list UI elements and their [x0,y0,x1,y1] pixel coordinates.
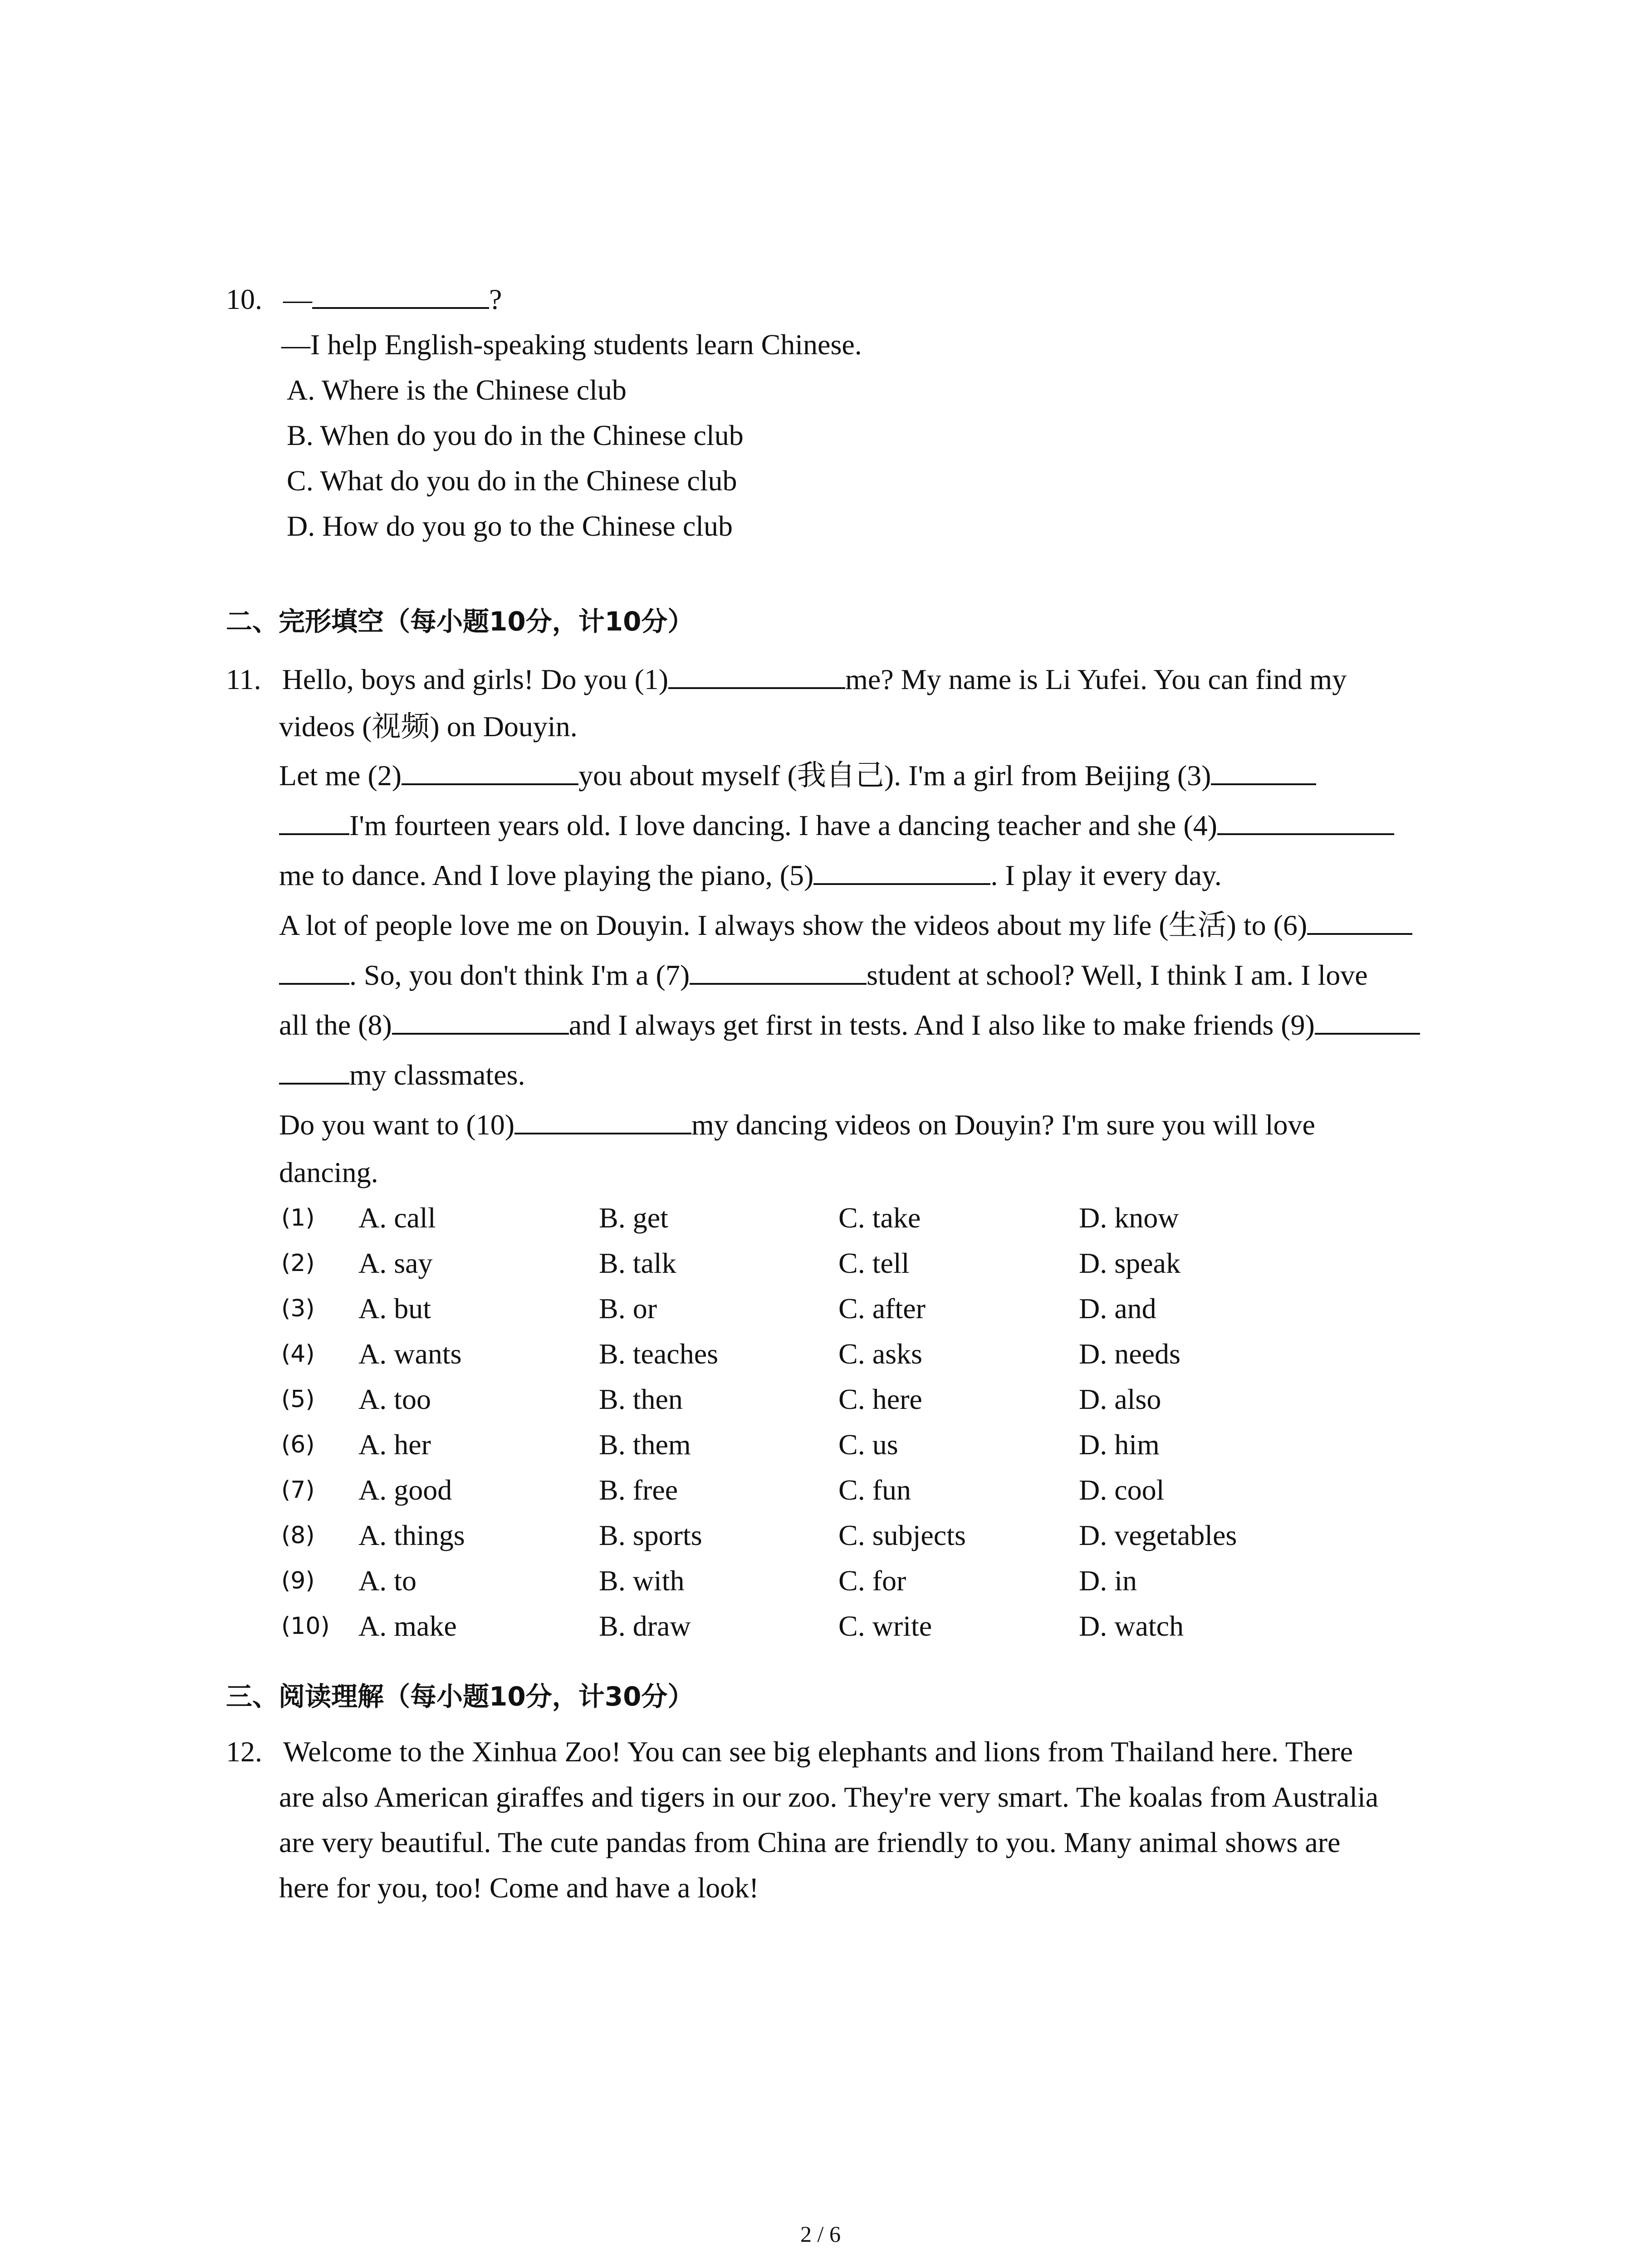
option-number: (8) [281,1522,315,1549]
answer-blank [514,1105,691,1134]
option-a: A. but [358,1292,431,1325]
answer-blank [690,956,867,985]
passage-text: Let me (2) [279,759,402,792]
option-d: D. watch [1079,1610,1184,1642]
q11-line-4 [279,803,1394,848]
option-c: C. here [838,1383,922,1415]
q11-line-3 [279,753,1316,798]
q10-option-a: A. Where is the Chinese club [287,374,627,406]
question-number: 11. [226,663,261,695]
option-d: D. in [1079,1564,1137,1597]
q11-line-1 [226,657,1347,702]
option-c: C. take [838,1202,921,1234]
option-c: C. asks [838,1338,922,1370]
q12-line-4: here for you, too! Come and have a look! [279,1872,759,1904]
option-number: (10) [281,1613,330,1640]
option-b: B. sports [599,1519,702,1551]
option-a: A. things [358,1519,465,1551]
passage-text: me to dance. And I love playing the piano, (5) [279,859,814,891]
option-number: (9) [281,1567,315,1594]
option-a: A. to [358,1564,416,1597]
option-d: D. him [1079,1428,1160,1461]
question-mark: ? [489,283,502,315]
option-b: B. draw [599,1610,691,1642]
passage-text: you about myself (我自己). I'm a girl from Beijing (3) [578,759,1211,792]
option-b: B. teaches [599,1338,718,1370]
option-a: A. say [358,1247,433,1279]
answer-blank [392,1006,569,1035]
answer-blank [279,956,349,985]
passage-text: Do you want to (10) [279,1109,515,1141]
option-c: C. tell [838,1247,910,1279]
option-d: D. vegetables [1079,1519,1237,1551]
answer-blank [402,756,578,785]
option-a: A. her [358,1428,431,1461]
option-a: A. wants [358,1338,462,1370]
passage-text: my classmates. [349,1059,525,1091]
passage-text: . I play it every day. [990,859,1222,891]
option-number: (7) [281,1476,315,1504]
passage-text: A lot of people love me on Douyin. I always show the videos about my life (生活) to (6) [279,909,1308,941]
q11-line-6 [279,903,1412,948]
option-number: (5) [281,1386,315,1413]
passage-text: . So, you don't think I'm a (7) [349,959,690,991]
option-c: C. write [838,1610,932,1642]
q11-line-7 [279,953,1368,998]
option-b: B. free [599,1474,678,1506]
answer-blank [1315,1006,1420,1035]
option-c: C. us [838,1428,898,1461]
section-heading-reading: 三、阅读理解（每小题10分，计30分） [226,1681,694,1712]
option-b: B. with [599,1564,685,1597]
option-a: A. too [358,1383,431,1415]
answer-blank [279,1056,349,1085]
option-d: D. also [1079,1383,1161,1415]
option-c: C. after [838,1292,926,1325]
option-c: C. for [838,1564,906,1597]
q12-line-2: are also American giraffes and tigers in our zoo. They're very smart. The koalas from Australia [279,1781,1379,1813]
q12-line-1 [226,1729,1353,1774]
passage-text: Hello, boys and girls! Do you (1) [282,663,669,695]
option-b: B. talk [599,1247,676,1279]
q10-option-d: D. How do you go to the Chinese club [287,510,733,542]
option-number: (6) [281,1431,315,1458]
question-number: 10. [226,283,262,315]
answer-blank [279,806,349,835]
option-number: (3) [281,1295,315,1322]
passage-text: my dancing videos on Douyin? I'm sure you will love [691,1109,1315,1141]
option-b: B. then [599,1383,683,1415]
q12-line-3: are very beautiful. The cute pandas from China are friendly to you. Many animal shows are [279,1826,1341,1858]
option-b: B. them [599,1428,691,1461]
question-number: 12. [226,1735,262,1768]
q10-option-c: C. What do you do in the Chinese club [287,464,737,497]
section-heading-cloze: 二、完形填空（每小题10分，计10分） [226,606,694,637]
option-a: A. call [358,1202,436,1234]
option-c: C. fun [838,1474,911,1506]
answer-blank [1307,906,1412,935]
option-a: A. good [358,1474,452,1506]
passage-text: and I always get first in tests. And I also like to make friends (9) [568,1009,1315,1041]
passage-text: all the (8) [279,1009,392,1041]
q11-line-10 [279,1102,1315,1148]
passage-text: me? My name is Li Yufei. You can find my [845,663,1347,695]
option-number: (1) [281,1204,315,1232]
option-b: B. get [599,1202,668,1234]
q11-line-2: videos (视频) on Douyin. [279,710,578,743]
option-b: B. or [599,1292,657,1325]
q10-stem [226,277,502,322]
option-d: D. cool [1079,1474,1165,1506]
option-number: (2) [281,1250,315,1277]
answer-blank [1217,806,1394,835]
q10-option-b: B. When do you do in the Chinese club [287,419,744,451]
passage-text: student at school? Well, I think I am. I love [867,959,1368,991]
q10-reply: —I help English-speaking students learn Chinese. [281,328,862,361]
q11-line-11: dancing. [279,1156,378,1188]
q11-line-9 [279,1052,525,1098]
q11-line-8 [279,1002,1420,1048]
option-a: A. make [358,1610,457,1642]
option-d: D. and [1079,1292,1156,1325]
passage-text: Welcome to the Xinhua Zoo! You can see big elephants and lions from Thailand here. There [283,1735,1353,1768]
answer-blank [312,280,489,309]
answer-blank [668,660,845,689]
answer-blank [1211,756,1316,785]
option-d: D. needs [1079,1338,1181,1370]
option-c: C. subjects [838,1519,966,1551]
option-d: D. know [1079,1202,1179,1234]
page-number: 2 / 6 [800,2221,841,2247]
passage-text: I'm fourteen years old. I love dancing. I have a dancing teacher and she (4) [349,809,1217,841]
answer-blank [813,856,990,885]
option-d: D. speak [1079,1247,1181,1279]
dash: — [283,283,312,315]
q11-line-5 [279,853,1222,898]
option-number: (4) [281,1340,315,1368]
